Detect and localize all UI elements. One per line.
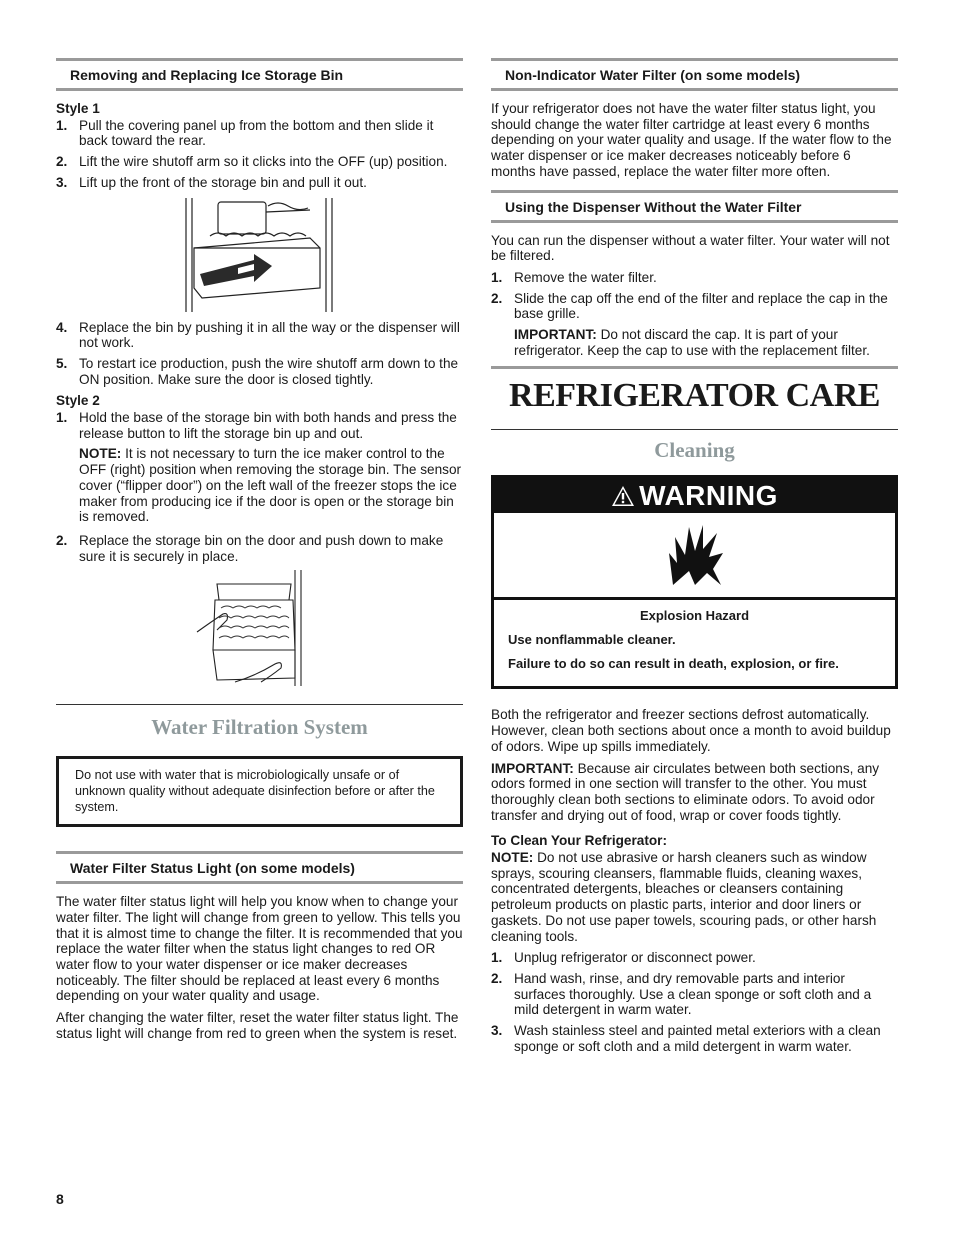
style2-label: Style 2 — [56, 393, 100, 409]
cleaning-note: NOTE: Do not use abrasive or harsh cleaners such as window sprays, scouring cleansers, flammable fluids, cleaning waxes, concentrated detergents, bleaches or cleansers containing petroleum products on plastic parts, interior and door liners or gaskets. Do not use paper towels, scouring pads, or other harsh cleaning tools. — [491, 850, 877, 944]
ice-bin-removal-illustration — [180, 196, 340, 314]
section-heading-status-light: Water Filter Status Light (on some models) — [56, 851, 463, 884]
warning-line1: Use nonflammable cleaner. — [508, 632, 676, 648]
water-filtration-heading: Water Filtration System — [56, 704, 463, 740]
right-column — [491, 58, 898, 1060]
ice-bin-hands-illustration — [195, 570, 325, 688]
cleaning-heading: Cleaning — [491, 429, 898, 463]
style1-label: Style 1 — [56, 101, 100, 116]
warning-line2: Failure to do so can result in death, explosion, or fire. — [508, 656, 839, 672]
list-item: 3. Lift up the front of the storage bin and pull it out. — [56, 174, 367, 190]
status-light-para1: The water filter status light will help you know when to change your water filter. The light will change from green to yellow. This tells you that it is almost time to change the filter. It is recommended that you replace the water filter when the status light changes to red OR water flow to your water dispenser or ice maker decreases noticeably. The filter should be replaced at least every 6 months depending on your water quality and usage. — [56, 894, 463, 1004]
status-light-para2: After changing the water filter, reset the water filter status light. The status light will change from red to green when the system is reset. — [56, 1010, 459, 1041]
to-clean-heading: To Clean Your Refrigerator: — [491, 833, 667, 849]
page-title: REFRIGERATOR CARE — [491, 366, 898, 429]
style2-note: NOTE: It is not necessary to turn the ice maker control to the OFF (right) position when removing the storage bin. The sensor cover (“flipper door”) on the left wall of the freezer stops the ice maker from producing ice if the door is open or the storage bin is removed. — [79, 446, 462, 525]
style1-steps-a — [56, 118, 463, 191]
section-heading-without-filter: Using the Dispenser Without the Water Filter — [491, 190, 898, 223]
warning-icon-row — [494, 513, 895, 600]
water-notice-box: Do not use with water that is microbiologically unsafe or of unknown quality without adequate disinfection before or after the system. — [56, 756, 463, 827]
without-filter-para: You can run the dispenser without a water filter. Your water will not be filtered. — [491, 232, 890, 264]
list-item: 1. Pull the covering panel up from the bottom and then slide it back toward the rear. — [56, 117, 434, 149]
non-indicator-para: If your refrigerator does not have the water filter status light, you should change the water filter cartridge at least every 6 months depending on your water quality and usage. If the water flow to the water dispenser or ice maker decreases noticeably before 6 months have passed, replace the water filter more often. — [491, 101, 892, 179]
warning-box — [491, 475, 898, 689]
list-item: 5. To restart ice production, push the wire shutoff arm down to the ON position. Make sure the door is closed tightly. — [56, 355, 459, 387]
warning-body — [494, 600, 895, 686]
cleaning-important: IMPORTANT: Because air circulates between both sections, any odors formed in one section will transfer to the other. You must thoroughly clean both sections to eliminate odors. To avoid odor transfer and drying out of food, wrap or cover foods tightly. — [491, 760, 880, 823]
list-item: 1. Remove the water filter. — [491, 269, 657, 285]
section-heading-ice-bin: Removing and Replacing Ice Storage Bin — [56, 58, 463, 91]
cleaning-para1: Both the refrigerator and freezer sections defrost automatically. However, clean both sections about once a month to avoid buildup of odors. Wipe up spills immediately. — [491, 707, 891, 754]
style1-steps-b — [56, 320, 463, 388]
left-column — [56, 58, 463, 1047]
list-item: 2. Hand wash, rinse, and dry removable parts and interior surfaces thoroughly. Use a clean sponge or soft cloth and a mild detergent in warm water. — [491, 970, 872, 1018]
list-item: 1. Hold the base of the storage bin with both hands and press the release button to lift the storage bin up and out. NOTE: It is not necessary to turn the ice maker control to the OFF (right) position when removing the storage bin. The sensor cover (“flipper door”) on the left wall of the freezer stops the ice maker from producing ice if the door is open or the storage bin is removed. — [56, 410, 462, 525]
list-item: 2. Lift the wire shutoff arm so it clicks into the OFF (up) position. — [56, 154, 448, 170]
list-item: 1. Unplug refrigerator or disconnect power. — [491, 950, 756, 966]
section-heading-non-indicator: Non-Indicator Water Filter (on some models) — [491, 58, 898, 91]
list-item: 3. Wash stainless steel and painted metal exteriors with a clean sponge or soft cloth and a mild detergent in warm water. — [491, 1023, 881, 1054]
list-item: 2. Slide the cap off the end of the filter and replace the cap in the base grille. IMPORTANT: Do not discard the cap. It is part of your refrigerator. Keep the cap to use with the replacement filter. — [491, 291, 898, 359]
cleaning-steps — [491, 950, 898, 1054]
without-filter-important: IMPORTANT: Do not discard the cap. It is part of your refrigerator. Keep the cap to use with the replacement filter. — [514, 327, 870, 358]
warning-label: WARNING — [639, 480, 778, 512]
without-filter-steps — [491, 270, 898, 359]
warning-header — [494, 478, 895, 513]
warning-triangle-icon — [611, 485, 635, 507]
explosion-icon — [665, 523, 725, 587]
warning-hazard: Explosion Hazard — [639, 608, 750, 624]
style2-steps — [56, 410, 463, 564]
list-item: 4. Replace the bin by pushing it in all the way or the dispenser will not work. — [56, 319, 460, 351]
page-number: 8 — [56, 1191, 64, 1207]
list-item: 2. Replace the storage bin on the door and push down to make sure it is securely in place. — [56, 532, 444, 564]
